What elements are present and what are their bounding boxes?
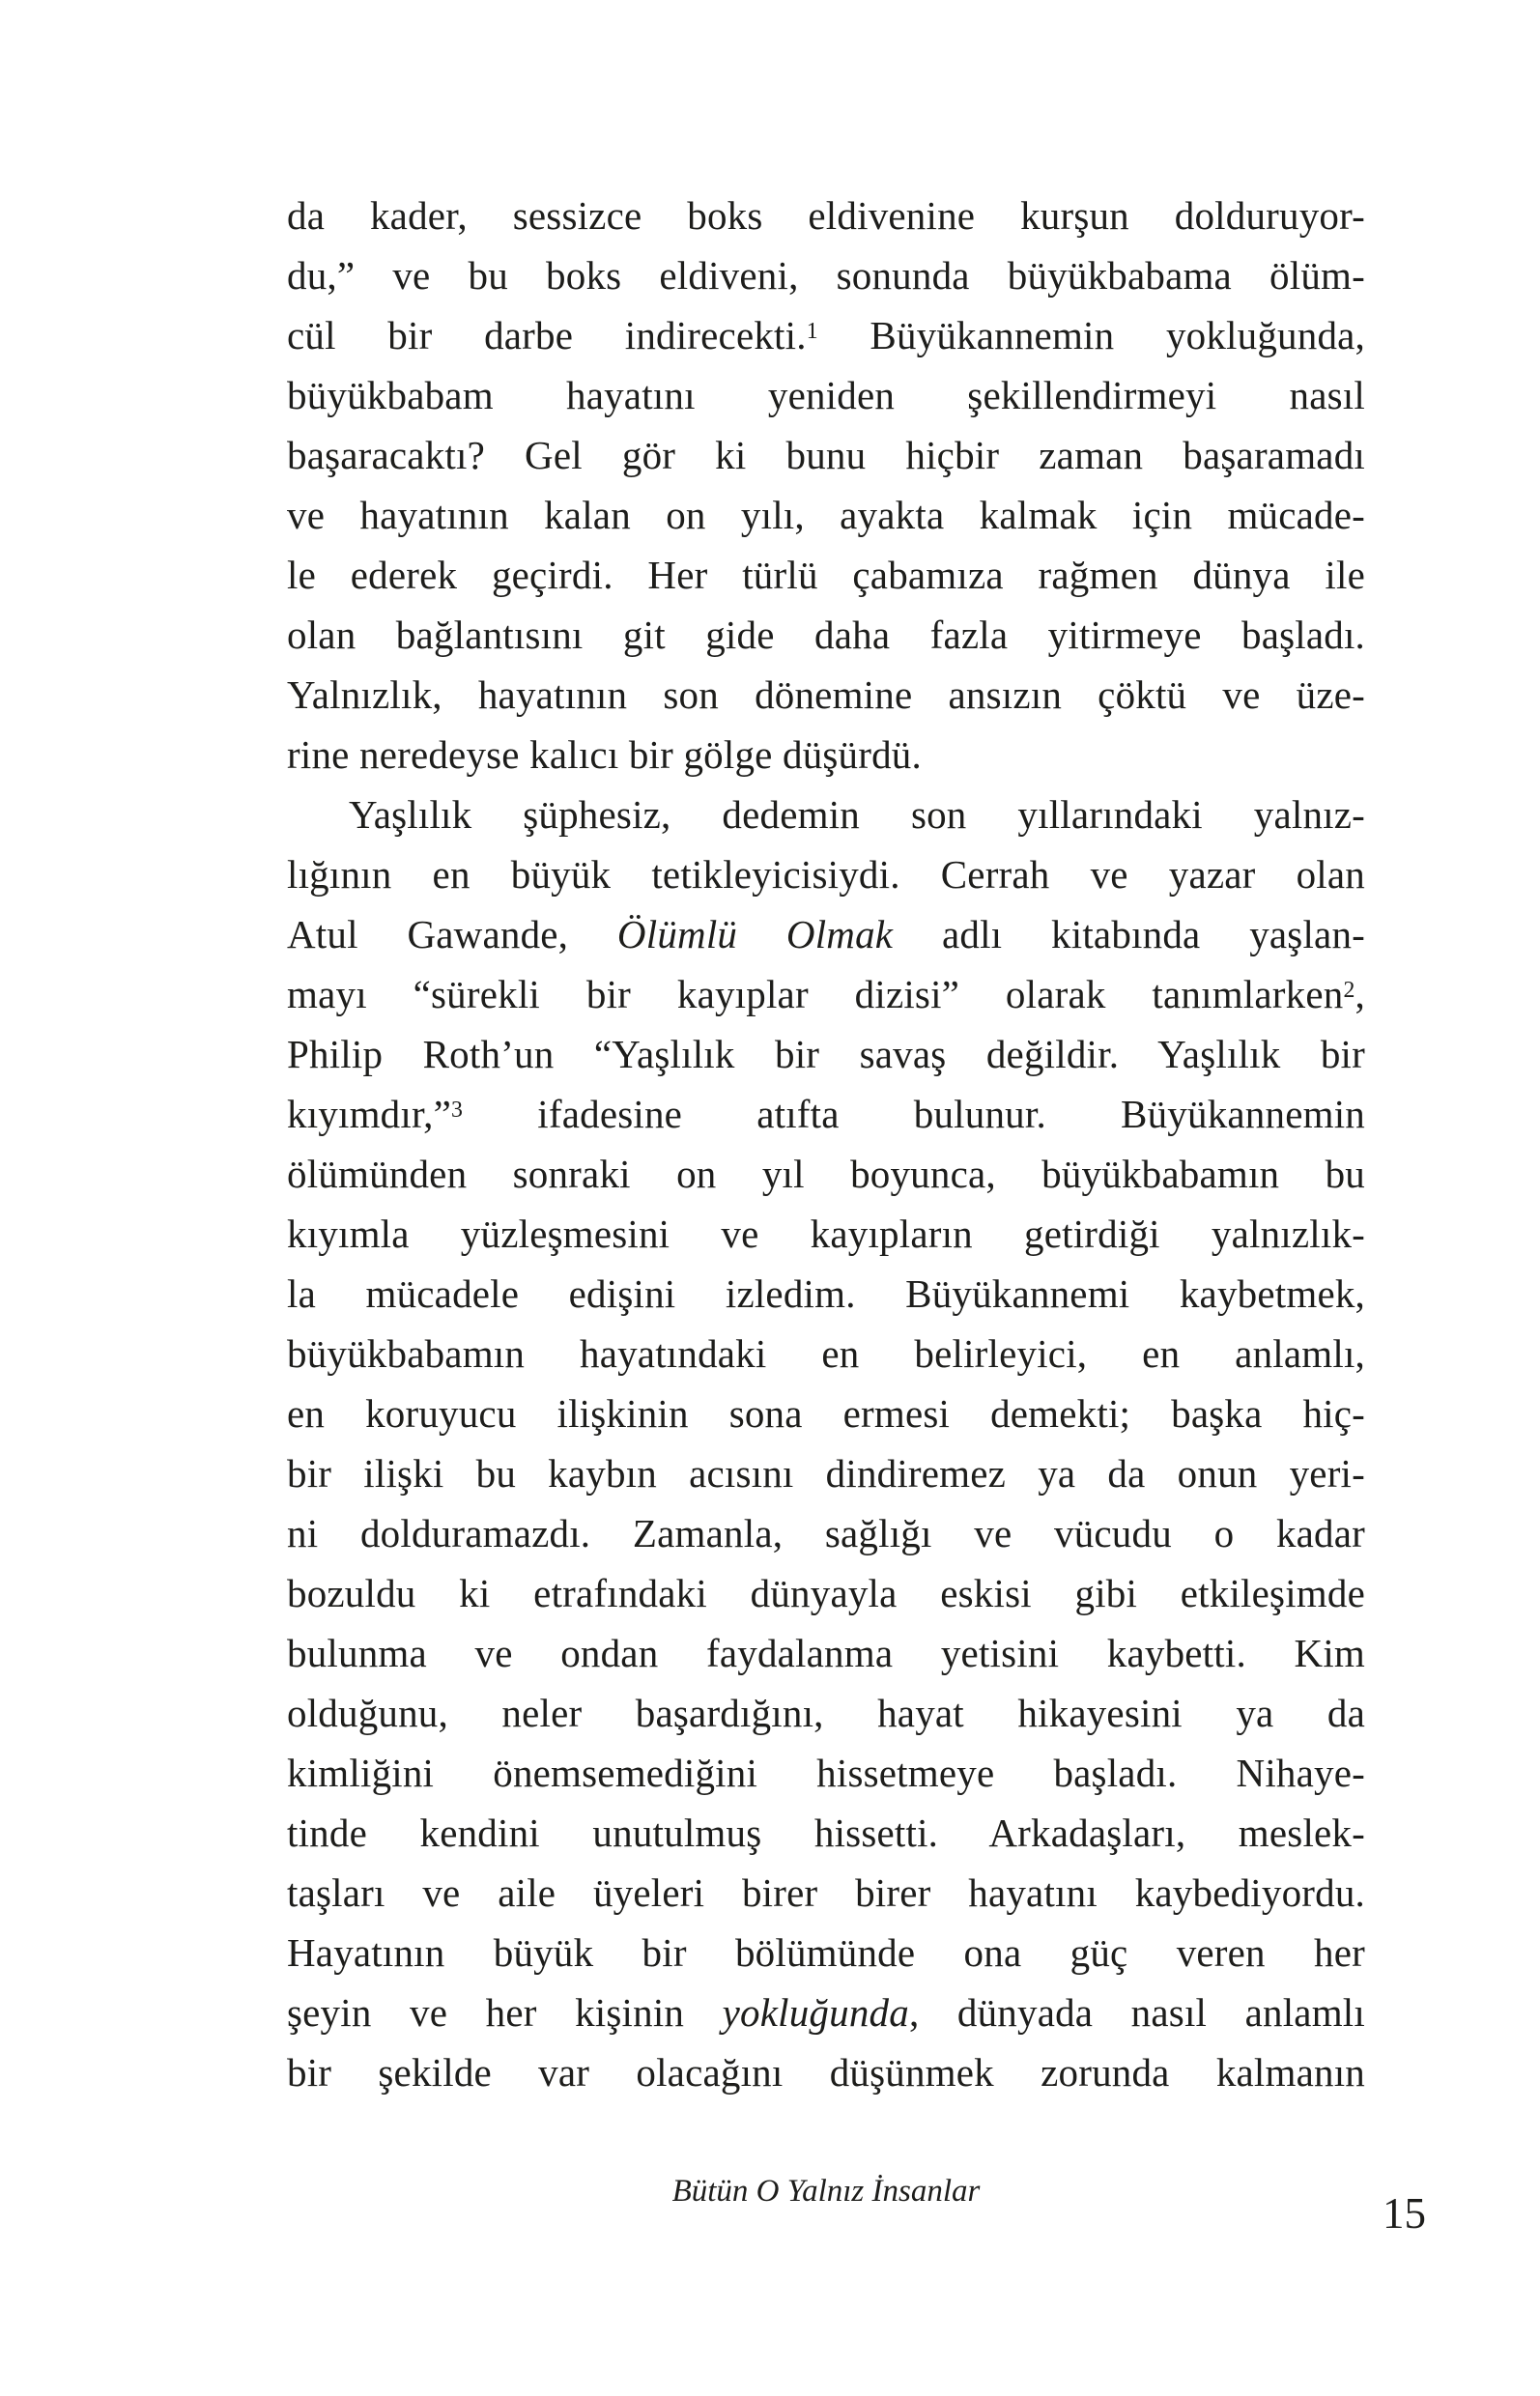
text-segment: ve hayatının kalan on yılı, ayakta kalmak için mücade-: [287, 493, 1365, 537]
text-segment: ifadesine atıfta bulunur. Büyükannemin: [463, 1092, 1365, 1136]
text-line: [287, 665, 1365, 725]
page-number: 15: [1383, 2189, 1426, 2238]
text-line: [287, 1982, 1365, 2042]
text-line: [287, 1623, 1365, 1683]
text-segment: da kader, sessizce boks eldivenine kurşun dolduruyor-: [287, 193, 1365, 238]
text-segment: bir şekilde var olacağını düşünmek zorunda kalmanın: [287, 2050, 1365, 2095]
footnote-marker: 3: [451, 1097, 464, 1123]
text-segment: Atul Gawande,: [287, 912, 617, 956]
text-line: [287, 1503, 1365, 1563]
text-line: [287, 1144, 1365, 1204]
text-segment: , dünyada nasıl anlamlı: [908, 1990, 1365, 2035]
text-segment: tinde kendini unutulmuş hissetti. Arkadaşları, meslek-: [287, 1811, 1365, 1855]
text-segment: le ederek geçirdi. Her türlü çabamıza rağmen dünya ile: [287, 553, 1365, 597]
text-line: [287, 2042, 1365, 2102]
text-segment: ölümünden sonraki on yıl boyunca, büyükbabamın bu: [287, 1152, 1365, 1196]
text-line: [287, 725, 1365, 784]
text-line: [287, 1923, 1365, 1982]
text-line: [287, 245, 1365, 305]
text-segment: kıyımdır,”: [287, 1092, 452, 1136]
text-line: [287, 1024, 1365, 1084]
text-segment: lığının en büyük tetikleyicisiydi. Cerrah ve yazar olan: [287, 852, 1365, 897]
text-line: [287, 1443, 1365, 1503]
text-segment: Yalnızlık, hayatının son dönemine ansızın çöktü ve üze-: [287, 672, 1365, 717]
text-segment: kimliğini önemsemediğini hissetmeye başladı. Nihaye-: [287, 1751, 1365, 1795]
text-segment: adlı kitabında yaşlan-: [893, 912, 1365, 956]
text-line: [287, 185, 1365, 245]
footnote-marker: 2: [1343, 977, 1355, 1003]
text-line: [287, 904, 1365, 964]
text-segment: rine neredeyse kalıcı bir gölge düşürdü.: [287, 732, 922, 777]
footnote-marker: 1: [806, 318, 818, 344]
text-line: [287, 605, 1365, 665]
text-line: [287, 1383, 1365, 1443]
text-segment: ni dolduramazdı. Zamanla, sağlığı ve vücudu o kadar: [287, 1511, 1365, 1555]
text-segment: la mücadele edişini izledim. Büyükannemi kaybetmek,: [287, 1271, 1365, 1316]
text-segment: olduğunu, neler başardığını, hayat hikayesini ya da: [287, 1691, 1365, 1735]
text-segment: du,” ve bu boks eldiveni, sonunda büyükbabama ölüm-: [287, 253, 1365, 298]
text-segment: büyükbabam hayatını yeniden şekillendirmeyi nasıl: [287, 373, 1365, 417]
text-segment: bulunma ve ondan faydalanma yetisini kaybetti. Kim: [287, 1631, 1365, 1675]
text-segment: kıyımla yüzleşmesini ve kayıpların getirdiği yalnızlık-: [287, 1212, 1365, 1256]
text-line: [287, 365, 1365, 425]
text-line: [287, 1743, 1365, 1803]
text-segment: Philip Roth’un “Yaşlılık bir savaş değildir. Yaşlılık bir: [287, 1032, 1365, 1076]
text-segment: ,: [1355, 972, 1365, 1016]
text-segment: yokluğunda: [722, 1990, 909, 2035]
text-line: [287, 964, 1365, 1024]
text-line: [287, 1683, 1365, 1743]
text-segment: olan bağlantısını git gide daha fazla yitirmeye başladı.: [287, 613, 1365, 657]
text-line: [287, 1084, 1365, 1144]
text-segment: başaracaktı? Gel gör ki bunu hiçbir zaman başaramadı: [287, 433, 1365, 477]
text-segment: Yaşlılık şüphesiz, dedemin son yıllarındaki yalnız-: [349, 792, 1365, 837]
text-line: [287, 1324, 1365, 1383]
text-line: [287, 425, 1365, 485]
text-line: [287, 1563, 1365, 1623]
text-segment: Ölümlü Olmak: [616, 912, 894, 956]
running-title: Bütün O Yalnız İnsanlar: [671, 2174, 981, 2209]
text-line: [287, 1863, 1365, 1923]
text-segment: bir ilişki bu kaybın acısını dindiremez ya da onun yeri-: [287, 1451, 1365, 1496]
text-segment: bozuldu ki etrafındaki dünyayla eskisi gibi etkileşimde: [287, 1571, 1365, 1615]
text-segment: en koruyucu ilişkinin sona ermesi demekti; başka hiç-: [287, 1391, 1365, 1436]
text-line: [287, 485, 1365, 545]
text-line: [287, 1204, 1365, 1264]
text-line: [287, 545, 1365, 605]
text-segment: şeyin ve her kişinin: [287, 1990, 723, 2035]
text-segment: taşları ve aile üyeleri birer birer hayatını kaybediyordu.: [287, 1870, 1365, 1915]
text-line: [287, 784, 1365, 844]
text-line: [287, 844, 1365, 904]
body-text: [287, 185, 1365, 2102]
text-line: [287, 1803, 1365, 1863]
text-segment: Büyükannemin yokluğunda,: [817, 313, 1365, 357]
text-line: [287, 305, 1365, 365]
text-line: [287, 1264, 1365, 1324]
text-segment: cül bir darbe indirecekti.: [287, 313, 807, 357]
text-segment: mayı “sürekli bir kayıplar dizisi” olarak tanımlarken: [287, 972, 1344, 1016]
text-segment: Hayatının büyük bir bölümünde ona güç veren her: [287, 1930, 1365, 1975]
text-segment: büyükbabamın hayatındaki en belirleyici, en anlamlı,: [287, 1331, 1365, 1376]
